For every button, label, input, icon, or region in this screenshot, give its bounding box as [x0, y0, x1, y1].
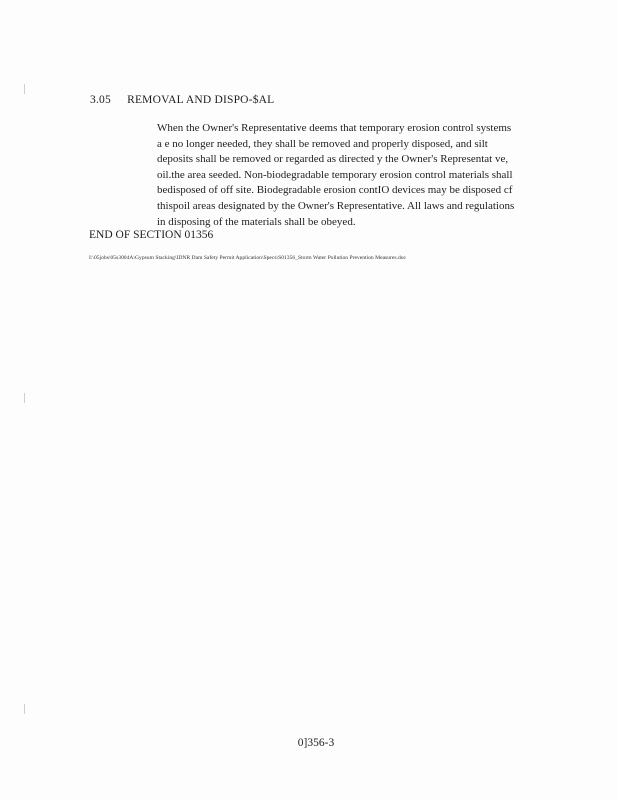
paragraph-line: a e no longer needed, they shall be removed and properly disposed, and silt	[157, 137, 488, 150]
scan-margin-mark	[24, 704, 25, 714]
removal-paragraph	[157, 121, 537, 230]
paragraph-line: deposits shall be removed or regarded as directed y the Owner's Representat ve,	[157, 153, 509, 166]
paragraph-line: thispoil areas designated by the Owner's Representative. All laws and regulations	[157, 199, 515, 212]
section-title: REMOVAL AND DISPO-$AL	[127, 94, 275, 106]
paragraph-line: oil.the area seeded. Non-biodegradable temporary erosion control materials shall	[157, 168, 513, 181]
end-of-section: END OF SECTION 01356	[89, 229, 214, 241]
paragraph-line: When the Owner's Representative deems that temporary erosion control systems	[157, 122, 512, 134]
paragraph-line: bedisposed of off site. Biodegradable erosion contIO devices may be disposed cf	[157, 184, 513, 197]
section-heading	[90, 94, 274, 106]
scan-margin-mark	[24, 84, 25, 94]
section-number: 3.05	[90, 94, 111, 106]
page-number: 0]356-3	[297, 737, 335, 749]
file-path-footer: I:\05jobs\05s3004A\Gypsum Stacking\IDNR Dam Safety Permit Application\Specs\S01356_Storm Water Pollution Prevention Measures.doc	[89, 255, 407, 261]
scan-margin-mark	[24, 393, 25, 403]
paragraph-line: in disposing of the materials shall be obeyed.	[157, 215, 356, 228]
